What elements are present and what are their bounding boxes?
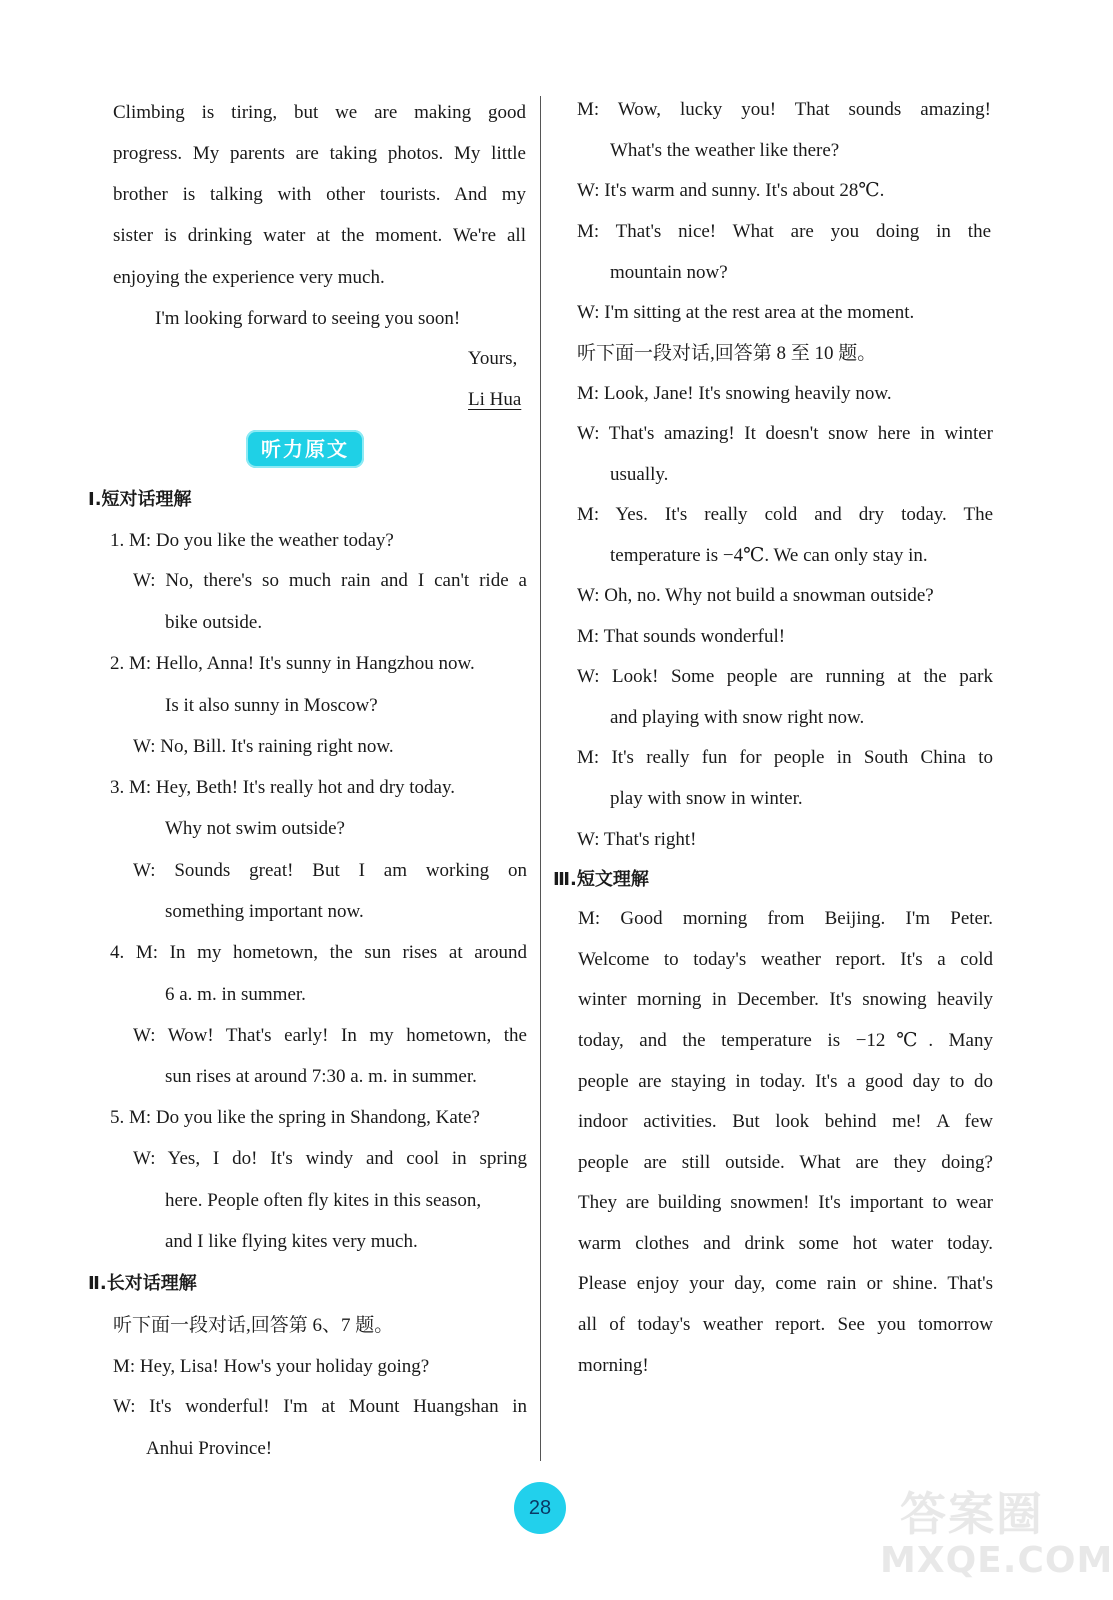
listening-script-banner: 听力原文 [246,430,364,468]
dialogue-line: Anhui Province! [146,1438,273,1459]
dialogue-line: M: Hey, Lisa! How's your holiday going? [113,1356,430,1377]
dialogue-line: M: Wow, lucky you! That sounds amazing! [577,99,991,120]
dialogue-line: 3. M: Hey, Beth! It's really hot and dry today. [110,777,455,798]
dialogue-line: W: No, Bill. It's raining right now. [133,736,394,757]
watermark-bottom-text: MXQE.COM [880,1540,1113,1581]
passage-line: M: Good morning from Beijing. I'm Peter. [578,908,993,929]
dialogue-line: bike outside. [165,612,263,633]
letter-line: progress. My parents are taking photos. My little [113,143,526,164]
letter-closing: Yours, [468,348,518,369]
letter-line: Climbing is tiring, but we are making good [113,102,526,123]
passage-line: They are building snowmen! It's important to wear [578,1192,993,1213]
passage-line: morning! [578,1355,649,1376]
section-heading-1: Ⅰ.短对话理解 [88,489,192,510]
dialogue-line: 6 a. m. in summer. [165,984,306,1005]
dialogue-line: 4. M: In my hometown, the sun rises at around [110,942,527,963]
dialogue-line: M: That's nice! What are you doing in the [577,221,991,242]
dialogue-line: W: Oh, no. Why not build a snowman outside? [577,585,934,606]
watermark-top-text: 答案圈 [900,1487,1044,1541]
passage-line: all of today's weather report. See you tomorrow [578,1314,993,1335]
watermark-logo [880,1478,1113,1588]
dialogue-line: W: That's amazing! It doesn't snow here in winter [577,423,993,444]
dialogue-line: something important now. [165,901,364,922]
letter-line: sister is drinking water at the moment. We're all [113,225,526,246]
letter-line: I'm looking forward to seeing you soon! [155,308,461,329]
passage-line: people are still outside. What are they doing? [578,1152,993,1173]
dialogue-line: here. People often fly kites in this season, [165,1190,482,1211]
passage-line: winter morning in December. It's snowing heavily [578,989,993,1010]
dialogue-line: and I like flying kites very much. [165,1231,418,1252]
dialogue-line: mountain now? [610,262,728,283]
passage-line: indoor activities. But look behind me! A few [578,1111,993,1132]
dialogue-line: M: That sounds wonderful! [577,626,786,647]
section-intro: 听下面一段对话,回答第 6、7 题。 [113,1315,394,1336]
dialogue-line: temperature is −4℃. We can only stay in. [610,545,928,566]
passage-line: today, and the temperature is −12℃. Many [578,1030,993,1051]
dialogue-line: and playing with snow right now. [610,707,865,728]
column-divider [540,96,541,1461]
page-number: 28 [514,1482,566,1534]
dialogue-line: W: Look! Some people are running at the park [577,666,993,687]
passage-line: Please enjoy your day, come rain or shine. That's [578,1273,993,1294]
dialogue-line: usually. [610,464,669,485]
dialogue-line: 5. M: Do you like the spring in Shandong, Kate? [110,1107,480,1128]
passage-line: Welcome to today's weather report. It's a cold [578,949,993,970]
dialogue-line: W: Sounds great! But I am working on [133,860,527,881]
dialogue-line: W: Wow! That's early! In my hometown, the [133,1025,527,1046]
dialogue-line: M: Yes. It's really cold and dry today. The [577,504,993,525]
dialogue-line: play with snow in winter. [610,788,803,809]
dialogue-line: M: Look, Jane! It's snowing heavily now. [577,383,892,404]
passage-line: people are staying in today. It's a good day to do [578,1071,993,1092]
dialogue-line: sun rises at around 7:30 a. m. in summer. [165,1066,477,1087]
passage-line: warm clothes and drink some hot water today. [578,1233,993,1254]
letter-signature: Li Hua [468,389,522,410]
dialogue-line: Why not swim outside? [165,818,345,839]
section-intro: 听下面一段对话,回答第 8 至 10 题。 [577,343,877,364]
dialogue-line: What's the weather like there? [610,140,840,161]
dialogue-line: W: It's wonderful! I'm at Mount Huangshan in [113,1396,527,1417]
dialogue-line: W: It's warm and sunny. It's about 28℃. [577,180,885,201]
dialogue-line: W: That's right! [577,829,697,850]
dialogue-line: 1. M: Do you like the weather today? [110,530,394,551]
dialogue-line: M: It's really fun for people in South China to [577,747,993,768]
dialogue-line: 2. M: Hello, Anna! It's sunny in Hangzhou now. [110,653,475,674]
section-heading-3: Ⅲ.短文理解 [553,869,649,890]
letter-line: enjoying the experience very much. [113,267,385,288]
dialogue-line: W: No, there's so much rain and I can't ride a [133,570,527,591]
dialogue-line: W: Yes, I do! It's windy and cool in spring [133,1148,527,1169]
letter-line: brother is talking with other tourists. And my [113,184,526,205]
dialogue-line: Is it also sunny in Moscow? [165,695,378,716]
section-heading-2: Ⅱ.长对话理解 [88,1273,197,1294]
dialogue-line: W: I'm sitting at the rest area at the moment. [577,302,915,323]
